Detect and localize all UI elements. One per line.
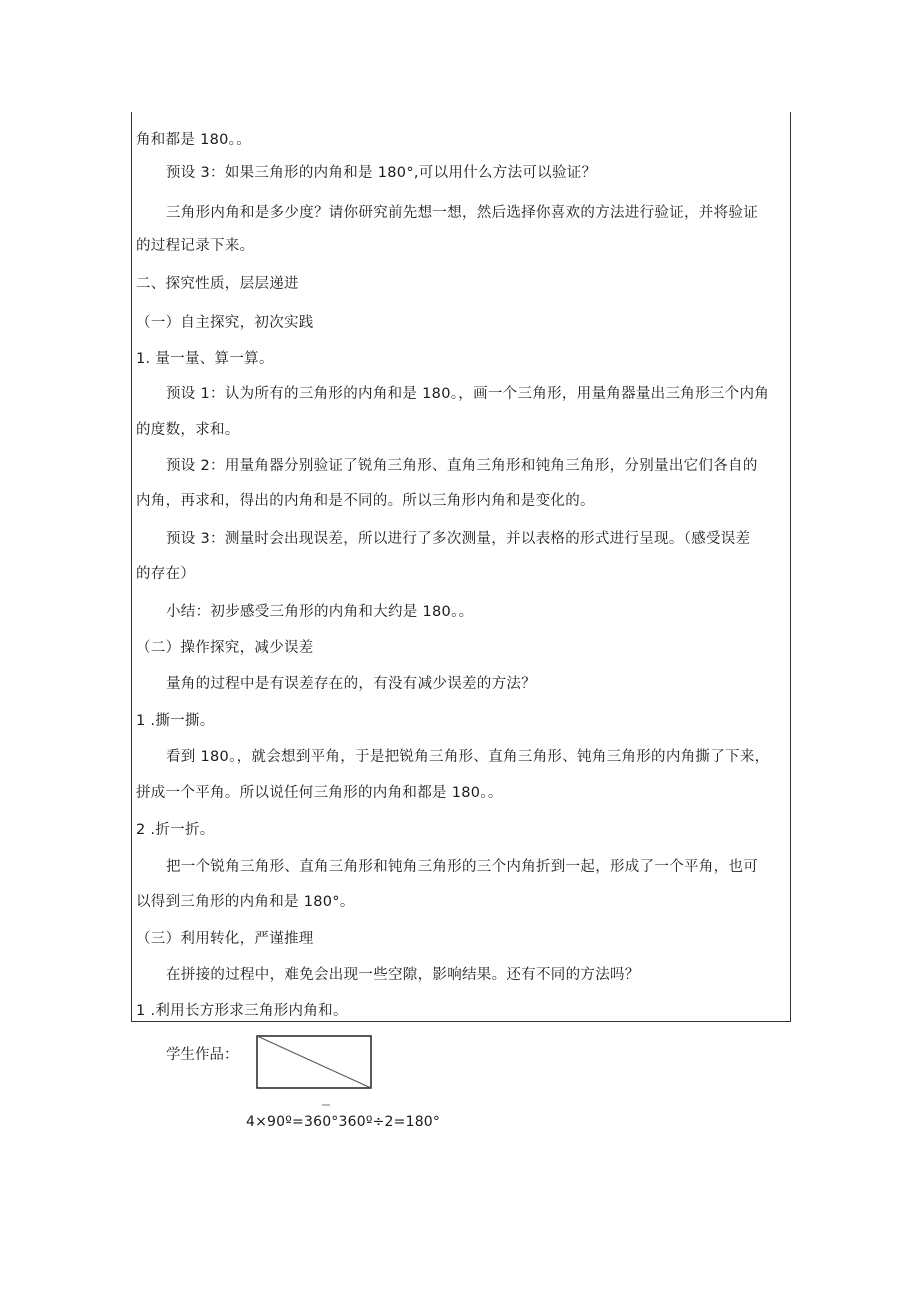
text-line: 角和都是 180。。: [136, 132, 252, 148]
text-line: 的度数，求和。: [136, 422, 240, 438]
text-line: 量角的过程中是有误差存在的，有没有减少误差的方法？: [166, 676, 536, 692]
subsection-heading: （三）利用转化，严谨推理: [136, 931, 314, 947]
text-line: 看到 180。，就会想到平角，于是把锐角三角形、直角三角形、钝角三角形的内角撕了下来，: [166, 749, 770, 765]
text-line: 1 .利用长方形求三角形内角和。: [136, 1003, 348, 1019]
text-line: 2 .折一折。: [136, 822, 215, 838]
text-line: 小结：初步感受三角形的内角和大约是 180。。: [166, 604, 474, 620]
text-line: 在拼接的过程中，难免会出现一些空隙，影响结果。还有不同的方法吗？: [166, 967, 640, 983]
calculation-formula: 4×90º=360°360º÷2=180°: [246, 1114, 441, 1130]
text-line: 内角，再求和，得出的内角和是不同的。所以三角形内角和是变化的。: [136, 493, 595, 509]
text-line: 以得到三角形的内角和是 180°。: [136, 894, 355, 910]
text-line: 预设 2：用量角器分别验证了锐角三角形、直角三角形和钝角三角形，分别量出它们各自的: [166, 458, 758, 474]
figure-caption: 学生作品：: [166, 1047, 239, 1063]
text-line: 的存在）: [136, 566, 196, 582]
text-line: 预设 1：认为所有的三角形的内角和是 180。，画一个三角形，用量角器量出三角形三个内角: [166, 386, 770, 402]
text-line: 三角形内角和是多少度？请你研究前先想一想，然后选择你喜欢的方法进行验证，并将验证: [166, 205, 758, 221]
subsection-heading: （二）操作探究，减少误差: [136, 640, 314, 656]
rectangle-diagonal-figure: [256, 1035, 372, 1089]
text-line: 把一个锐角三角形、直角三角形和钝角三角形的三个内角折到一起，形成了一个平角，也可: [166, 859, 758, 875]
text-line: 1 .撕一撕。: [136, 713, 215, 729]
text-line: 预设 3：如果三角形的内角和是 180°,可以用什么方法可以验证？: [166, 165, 597, 181]
smudge-mark: [322, 1104, 330, 1106]
text-line: 1. 量一量、算一算。: [136, 351, 274, 367]
subsection-heading: （一）自主探究，初次实践: [136, 315, 314, 331]
text-line: 的过程记录下来。: [136, 238, 255, 254]
section-heading: 二、探究性质，层层递进: [136, 276, 299, 292]
text-line: 拼成一个平角。所以说任何三角形的内角和都是 180。。: [136, 785, 503, 801]
text-line: 预设 3：测量时会出现误差，所以进行了多次测量，并以表格的形式进行呈现。（感受误差: [166, 531, 751, 547]
